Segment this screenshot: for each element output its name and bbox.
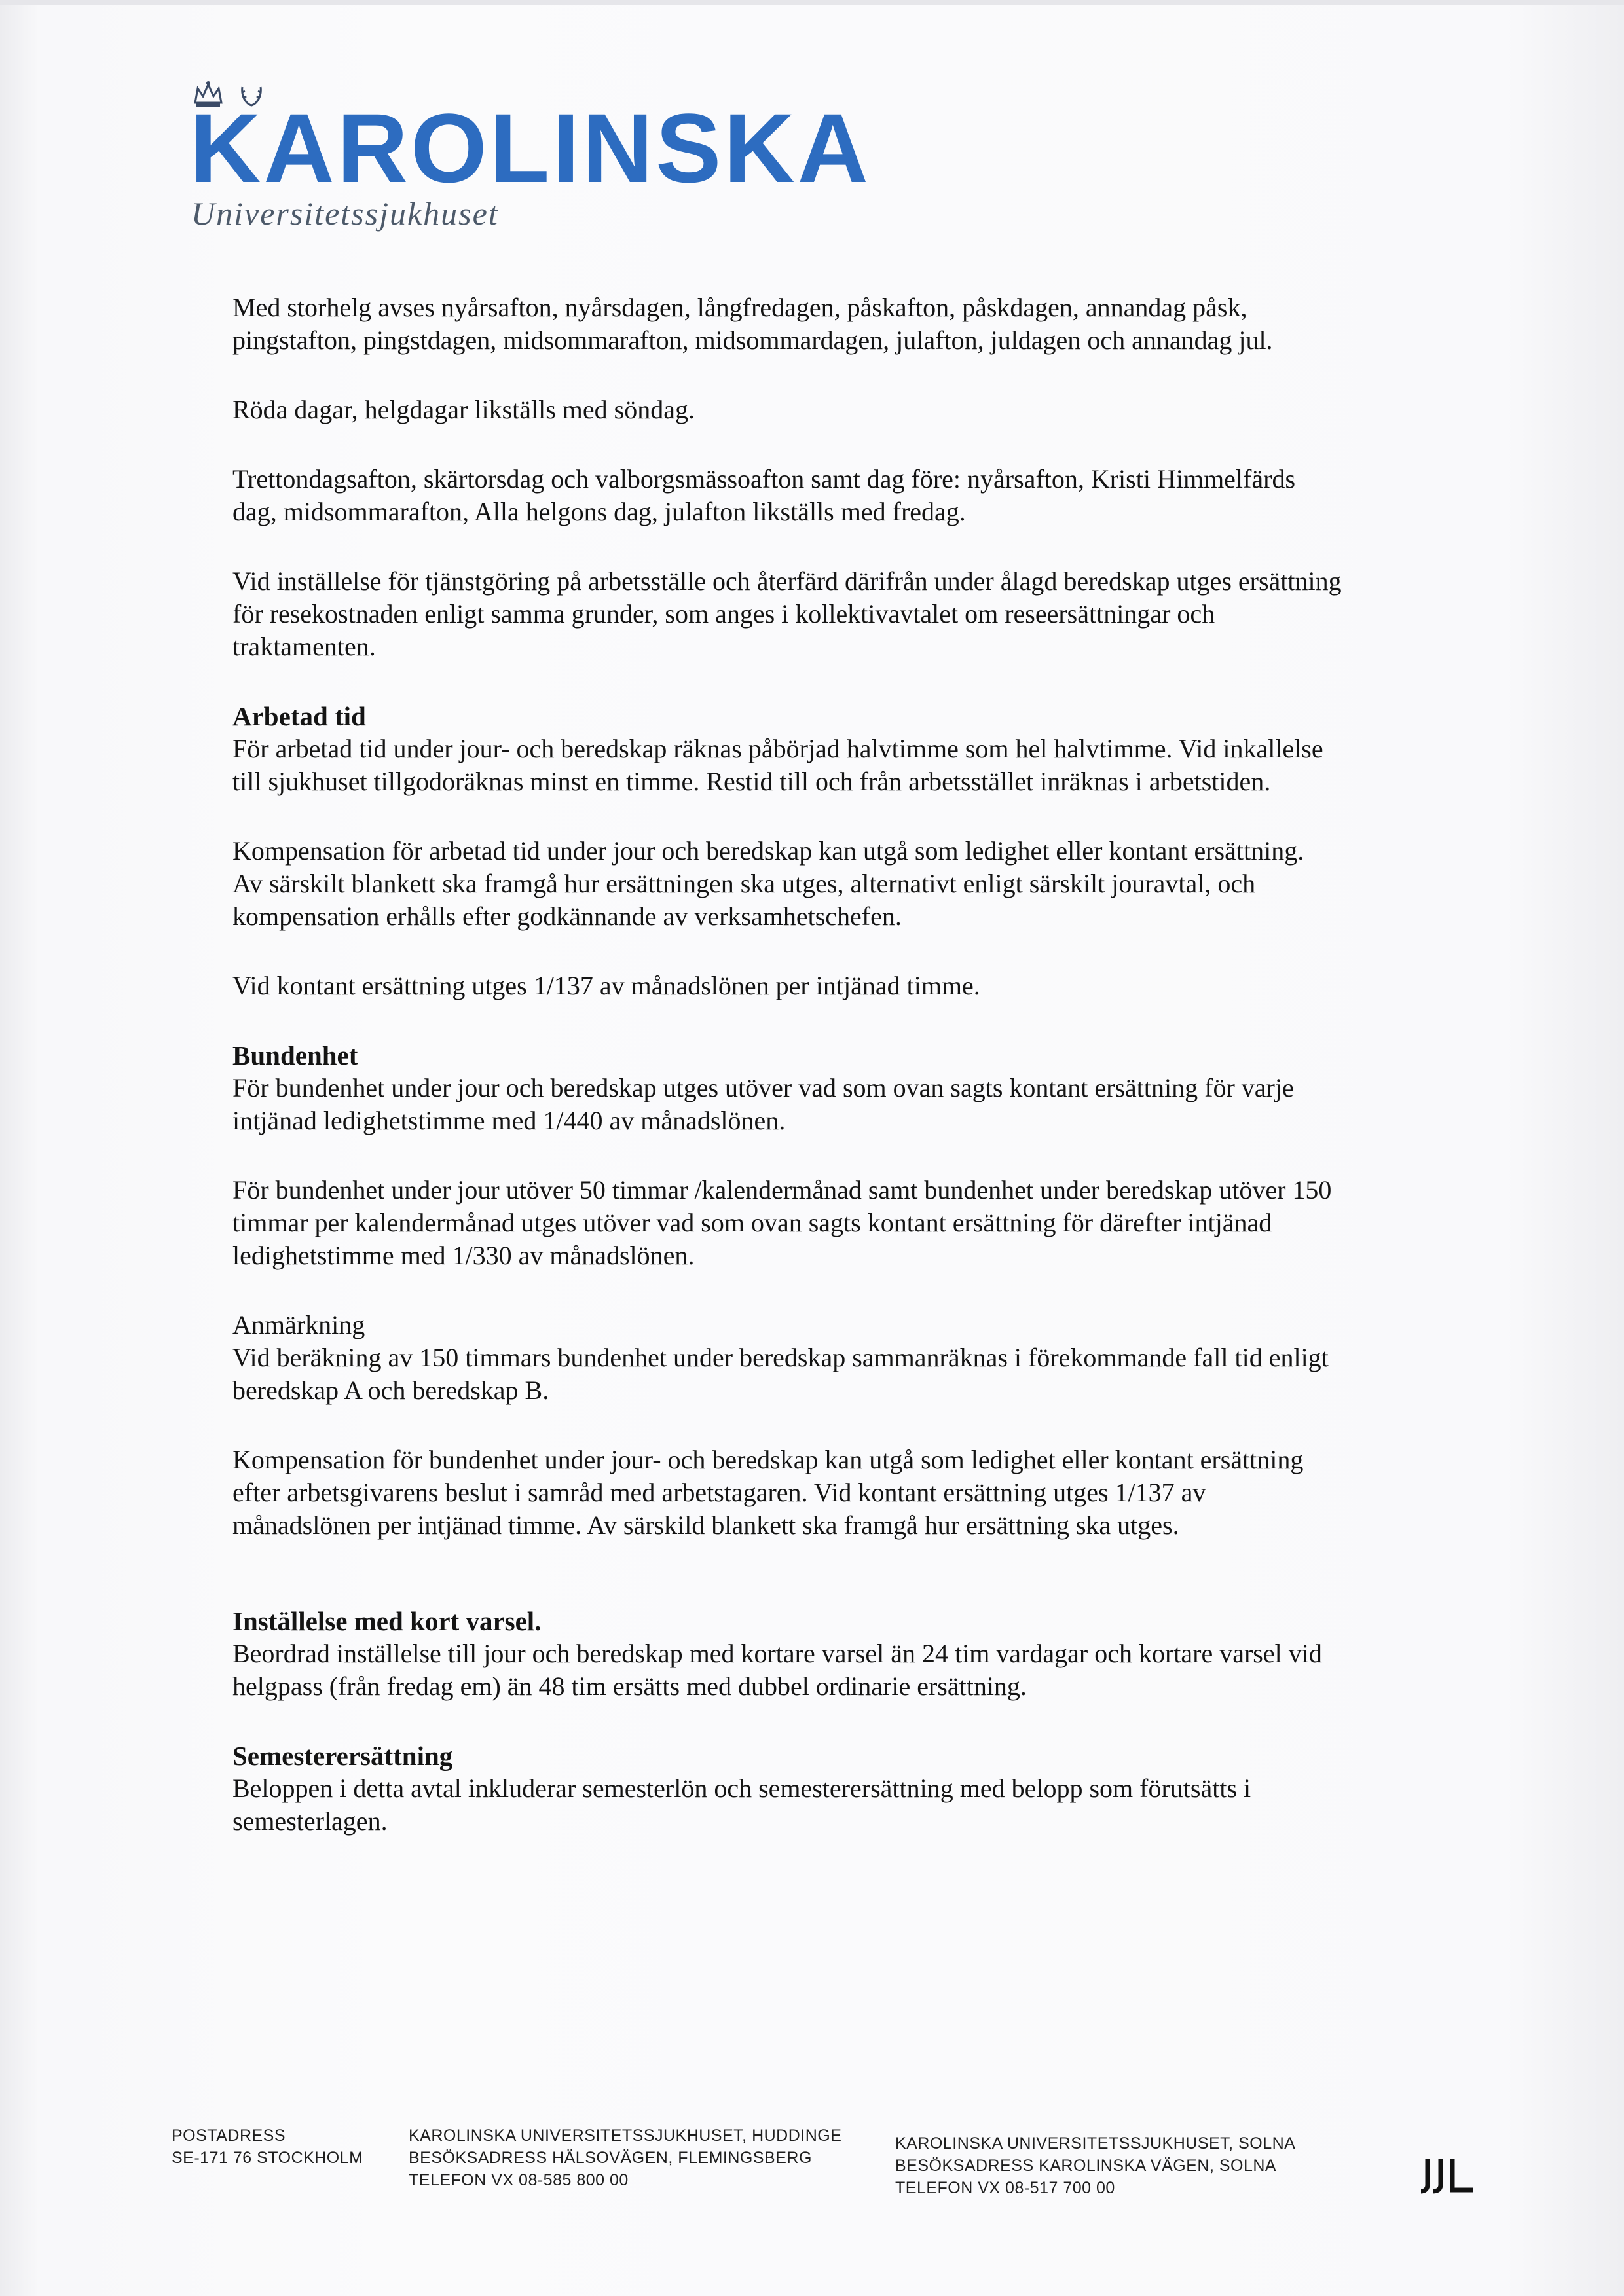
footer-postal-line: POSTADRESS (172, 2126, 286, 2145)
paragraph-installelse-resa: Vid inställelse för tjänstgöring på arbetsställe och återfärd därifrån under ålagd beredskap utges ersättning för resekostnaden enligt samma grunder, som anges i kollektivavtalet om reseersättningar och traktamenten. (232, 566, 1342, 661)
footer-huddinge (409, 2124, 841, 2191)
footer-huddinge-line: KAROLINSKA UNIVERSITETSSJUKHUSET, HUDDINGE (409, 2126, 842, 2145)
heading-semesterersattning: Semesterersättning (232, 1741, 453, 1771)
heading-bundenhet: Bundenhet (232, 1040, 358, 1070)
footer-huddinge-line: BESÖKSADRESS HÄLSOVÄGEN, FLEMINGSBERG (409, 2149, 812, 2167)
paragraph-arbetad-tid-3: Vid kontant ersättning utges 1/137 av månadslönen per intjänad timme. (232, 971, 980, 1000)
document-body (232, 291, 1516, 1874)
footer-huddinge-line: TELEFON VX 08-585 800 00 (409, 2171, 629, 2189)
heading-arbetad-tid: Arbetad tid (232, 701, 366, 731)
footer-postal (172, 2124, 363, 2169)
footer-solna-line: KAROLINSKA UNIVERSITETSSJUKHUSET, SOLNA (895, 2134, 1296, 2153)
spacer (232, 1578, 1516, 1605)
paragraph-roda-dagar: Röda dagar, helgdagar likställs med söndag. (232, 395, 695, 424)
footer-solna-line: TELEFON VX 08-517 700 00 (895, 2179, 1115, 2197)
paragraph-arbetad-tid-1: För arbetad tid under jour- och beredskap räknas påbörjad halvtimme som hel halvtimme. Vid inkallelse till sjukhuset tillgodoräknas minst en timme. Restid till och från arbetsstället inräknas i arbetstiden. (232, 734, 1323, 796)
footer-solna (895, 2132, 1295, 2199)
county-council-logo-icon (1421, 2156, 1475, 2195)
heading-installelse: Inställelse med kort varsel. (232, 1606, 542, 1636)
paragraph-installelse: Beordrad inställelse till jour och beredskap med kortare varsel än 24 tim vardagar och kortare varsel vid helgpass (från fredag em) än 48 tim ersätts med dubbel ordinarie ersättning. (232, 1639, 1322, 1701)
footer-postal-line: SE-171 76 STOCKHOLM (172, 2149, 363, 2167)
paragraph-arbetad-tid-2: Kompensation för arbetad tid under jour och beredskap kan utgå som ledighet eller kontant ersättning. Av särskilt blankett ska framgå hur ersättningen ska utges, alternativt enligt särskilt jouravtal, och kompensation erhålls efter godkännande av verksamhetschefen. (232, 836, 1304, 931)
note-label: Anmärkning (232, 1310, 365, 1339)
brand-tagline: Universitetssjukhuset (191, 195, 499, 232)
paragraph-storhelg: Med storhelg avses nyårsafton, nyårsdagen, långfredagen, påskafton, påskdagen, annandag påsk, pingstafton, pingstdagen, midsommarafton, midsommardagen, julafton, juldagen och annandag jul. (232, 293, 1273, 355)
karolinska-logo (190, 72, 871, 232)
paragraph-bundenhet-3: Kompensation för bundenhet under jour- och beredskap kan utgå som ledighet eller kontant ersättning efter arbetsgivarens beslut i samråd med arbetstagaren. Vid kontant ersättning utges 1/137 av månadslönen per intjänad timme. Av särskild blankett ska framgå hur ersättning ska utges. (232, 1445, 1304, 1540)
paragraph-semesterersattning: Beloppen i detta avtal inkluderar semesterlön och semesterersättning med belopp som förutsätts i semesterlagen. (232, 1774, 1251, 1836)
paragraph-bundenhet-2: För bundenhet under jour utöver 50 timmar /kalendermånad samt bundenhet under beredskap utöver 150 timmar per kalendermånad utges utöver vad som ovan sagts kontant ersättning för därefter intjänad ledighetstimme med 1/330 av månadslönen. (232, 1175, 1332, 1270)
paragraph-bundenhet-1: För bundenhet under jour och beredskap utges utöver vad som ovan sagts kontant ersättning för varje intjänad ledighetstimme med 1/440 av månadslönen. (232, 1073, 1294, 1135)
page-edge (0, 0, 1624, 5)
footer-solna-line: BESÖKSADRESS KAROLINSKA VÄGEN, SOLNA (895, 2157, 1277, 2175)
brand-name: KAROLINSKA (190, 93, 871, 203)
paragraph-trettondagsafton: Trettondagsafton, skärtorsdag och valborgsmässoafton samt dag före: nyårsafton, Kristi Himmelfärds dag, midsommarafton, Alla helgons dag, julafton likställs med fredag. (232, 464, 1296, 526)
note-text: Vid beräkning av 150 timmars bundenhet under beredskap sammanräknas i förekommande fall tid enligt beredskap A och beredskap B. (232, 1343, 1329, 1405)
